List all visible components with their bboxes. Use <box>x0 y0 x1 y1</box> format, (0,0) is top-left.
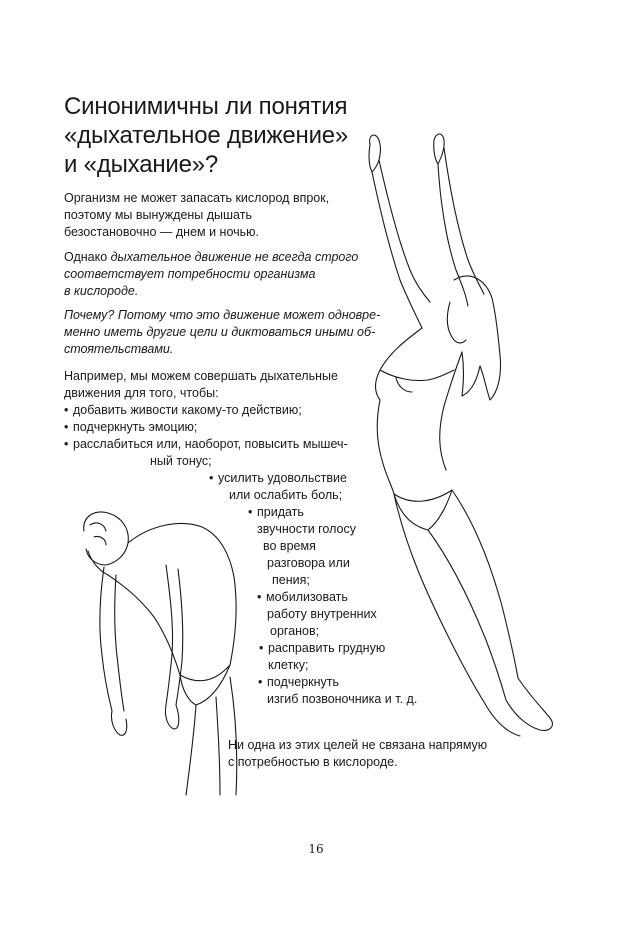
slumped-figure-illustration <box>70 505 245 810</box>
list-item-line: изгиб позвоночника и т. д. <box>267 692 418 706</box>
list-item: • подчеркнуть <box>258 675 340 689</box>
list-item-line: во время <box>263 539 316 553</box>
why-paragraph <box>64 307 381 358</box>
paragraph-line: Организм не может запасать кислород впрок, <box>64 191 330 205</box>
left-arm-inner <box>115 575 124 711</box>
front-leg-back <box>452 490 518 678</box>
title-line: Синонимичны ли понятия <box>64 93 348 120</box>
paragraph-line: в кислороде. <box>64 284 139 298</box>
back <box>128 524 236 665</box>
bra <box>380 370 454 392</box>
conclusion-paragraph <box>228 737 488 771</box>
intro-paragraph <box>64 190 364 241</box>
title-line: «дыхательное движение» <box>64 122 349 149</box>
list-item: • добавить живости какому-то действию; <box>64 403 302 417</box>
paragraph-line: движения для того, чтобы: <box>64 386 219 400</box>
list-item-line: разговора или <box>267 556 350 570</box>
list-item: • придать <box>248 505 304 519</box>
list-item-line: пения; <box>272 573 310 587</box>
right-arm <box>166 565 173 705</box>
reaching-figure-illustration <box>350 130 580 740</box>
list-item: • мобилизовать <box>257 590 348 604</box>
left-hand <box>111 711 126 735</box>
list-item: • расправить грудную <box>259 641 386 655</box>
hair <box>454 276 501 400</box>
list-item: • подчеркнуть эмоцию; <box>64 420 198 434</box>
bullet-list-left <box>64 402 364 472</box>
example-paragraph <box>64 368 364 402</box>
left-arm <box>100 567 112 711</box>
paragraph-line: Например, мы можем совершать дыхательные <box>64 369 338 383</box>
left-arm-inner <box>444 148 484 294</box>
right-arm <box>372 172 422 328</box>
paragraph-line: безостановочно — днем и ночью. <box>64 225 259 239</box>
left-arm <box>438 164 468 306</box>
however-paragraph <box>64 249 364 300</box>
list-item: • расслабиться или, наоборот, повысить мышеч- <box>64 437 348 451</box>
paragraph-line: Почему? Потому что это движение может одновре- <box>64 308 381 322</box>
emphasis: дыхательное движение не всегда строго <box>110 250 359 264</box>
right-hand <box>369 135 380 172</box>
underwear <box>394 490 452 530</box>
torso-front <box>377 400 394 494</box>
feet <box>484 678 552 736</box>
shorts <box>180 665 230 705</box>
list-item: • усилить удовольствие <box>209 471 347 485</box>
left-hand <box>434 134 444 164</box>
paragraph-line: Однако дыхательное движение не всегда строго <box>64 250 359 264</box>
list-item-continuation: ный тонус; <box>150 454 212 468</box>
list-item-line: или ослабить боль; <box>229 488 343 502</box>
list-item-line: звучности голосу <box>257 522 356 536</box>
front-leg <box>428 530 506 700</box>
torso-back <box>440 352 462 470</box>
list-item-line: работу внутренних <box>267 607 377 621</box>
paragraph-line: с потребностью в кислороде. <box>228 755 398 769</box>
list-item-line: органов; <box>270 624 320 638</box>
paragraph-line: менно иметь другие цели и диктоваться иными об- <box>64 325 376 339</box>
back-leg <box>394 494 484 702</box>
paragraph-line: Ни одна из этих целей не связана напрямую <box>228 738 488 752</box>
list-item-line: клетку; <box>268 658 309 672</box>
right-arm-inner <box>379 160 430 302</box>
paragraph-line: соответствует потребности организма <box>64 267 316 281</box>
neck-torso <box>376 328 423 400</box>
page-title <box>64 92 384 179</box>
paragraph-line: стоятельствами. <box>64 342 174 356</box>
paragraph-line: поэтому мы вынуждены дышать <box>64 208 252 222</box>
face <box>88 551 108 575</box>
page-number: 16 <box>308 842 324 856</box>
face <box>447 302 466 343</box>
hair-curl <box>90 523 106 545</box>
right-hand <box>165 705 178 729</box>
title-line: и «дыхание»? <box>64 151 219 178</box>
